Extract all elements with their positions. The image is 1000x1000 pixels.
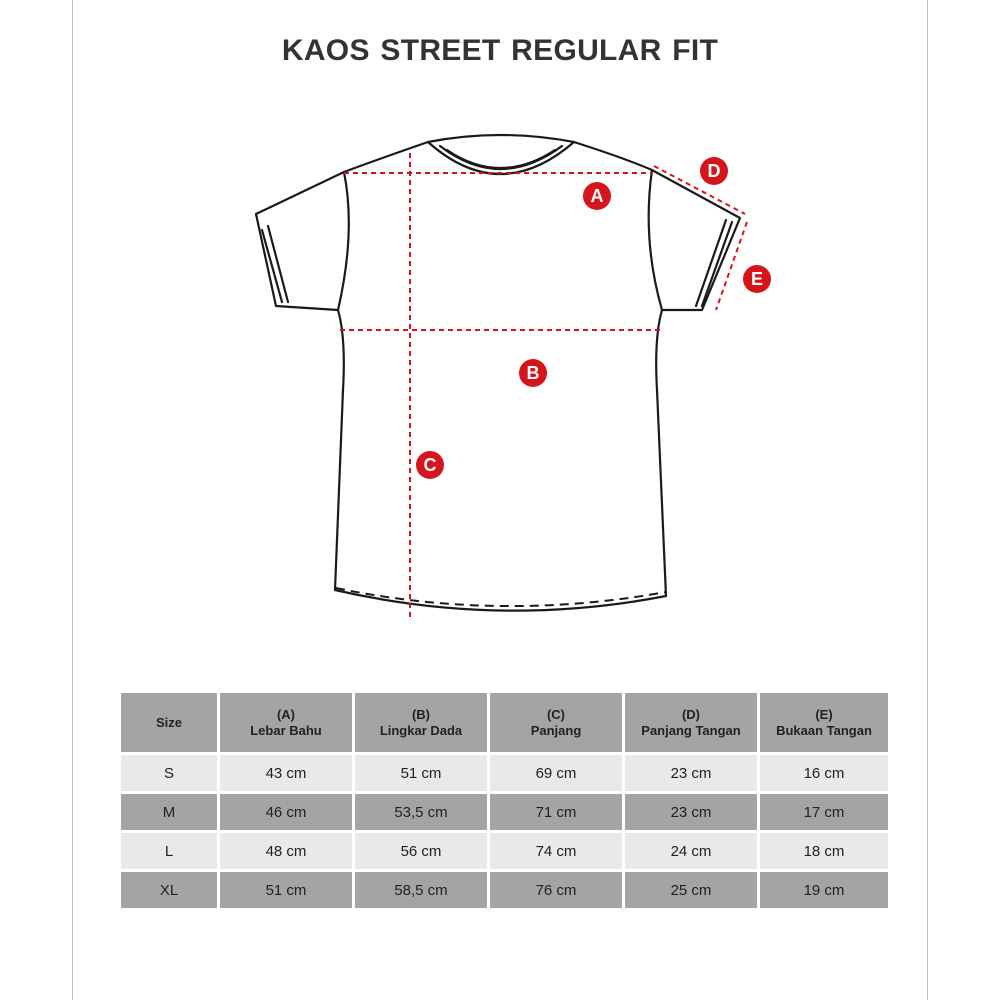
right-sleeve-seam — [649, 170, 662, 310]
panjang-tangan-cell: 24 cm — [625, 833, 757, 869]
table-row — [121, 872, 888, 908]
sleeve-length-line — [654, 166, 745, 214]
table-header-row — [121, 693, 888, 752]
header-label: Size — [155, 714, 182, 730]
size-cell: XL — [121, 872, 217, 908]
header-label: Lebar Bahu — [250, 722, 322, 738]
marker-b — [519, 359, 547, 387]
svg-text:E: E — [750, 269, 764, 289]
panjang-tangan-cell: 25 cm — [625, 872, 757, 908]
panjang-cell: 69 cm — [490, 755, 622, 791]
size-cell: L — [121, 833, 217, 869]
panjang-cell: 76 cm — [490, 872, 622, 908]
header-bukaan-tangan — [760, 693, 888, 752]
header-panjang-tangan — [625, 693, 757, 752]
size-table — [118, 690, 891, 911]
header-code: (A) — [276, 706, 296, 722]
header-label: Panjang — [530, 722, 582, 738]
header-code: (E) — [815, 706, 833, 722]
bukaan-tangan-cell: 16 cm — [760, 755, 888, 791]
panjang-cell: 74 cm — [490, 833, 622, 869]
size-cell: M — [121, 794, 217, 830]
svg-text:D: D — [707, 161, 721, 181]
left-sleeve-seam — [338, 172, 349, 310]
lebar-bahu-cell: 51 cm — [220, 872, 352, 908]
header-label: Bukaan Tangan — [776, 722, 872, 738]
header-code: (C) — [546, 706, 566, 722]
header-code: (D) — [681, 706, 701, 722]
lingkar-dada-cell: 53,5 cm — [355, 794, 487, 830]
header-panjang — [490, 693, 622, 752]
marker-e — [743, 265, 771, 293]
header-size — [121, 693, 217, 752]
header-label: Lingkar Dada — [379, 722, 463, 738]
header-label: Panjang Tangan — [641, 722, 741, 738]
svg-text:A: A — [590, 186, 604, 206]
lingkar-dada-cell: 58,5 cm — [355, 872, 487, 908]
marker-c — [416, 451, 444, 479]
lebar-bahu-cell: 43 cm — [220, 755, 352, 791]
lebar-bahu-cell: 46 cm — [220, 794, 352, 830]
marker-a — [583, 182, 611, 210]
shirt-outline — [256, 135, 740, 611]
header-lingkar-dada — [355, 693, 487, 752]
right-sleeve-hem — [702, 222, 732, 306]
panjang-cell: 71 cm — [490, 794, 622, 830]
svg-text:B: B — [526, 363, 540, 383]
header-lebar-bahu — [220, 693, 352, 752]
bukaan-tangan-cell: 17 cm — [760, 794, 888, 830]
panjang-tangan-cell: 23 cm — [625, 794, 757, 830]
lingkar-dada-cell: 51 cm — [355, 755, 487, 791]
lebar-bahu-cell: 48 cm — [220, 833, 352, 869]
panjang-tangan-cell: 23 cm — [625, 755, 757, 791]
bukaan-tangan-cell: 19 cm — [760, 872, 888, 908]
page-title: KAOS STREET REGULAR FIT — [281, 34, 719, 67]
bukaan-tangan-cell: 18 cm — [760, 833, 888, 869]
lingkar-dada-cell: 56 cm — [355, 833, 487, 869]
table-row — [121, 794, 888, 830]
marker-d — [700, 157, 728, 185]
svg-text:C: C — [423, 455, 437, 475]
header-code: (B) — [411, 706, 431, 722]
size-cell: S — [121, 755, 217, 791]
table-row — [121, 833, 888, 869]
table-row — [121, 755, 888, 791]
